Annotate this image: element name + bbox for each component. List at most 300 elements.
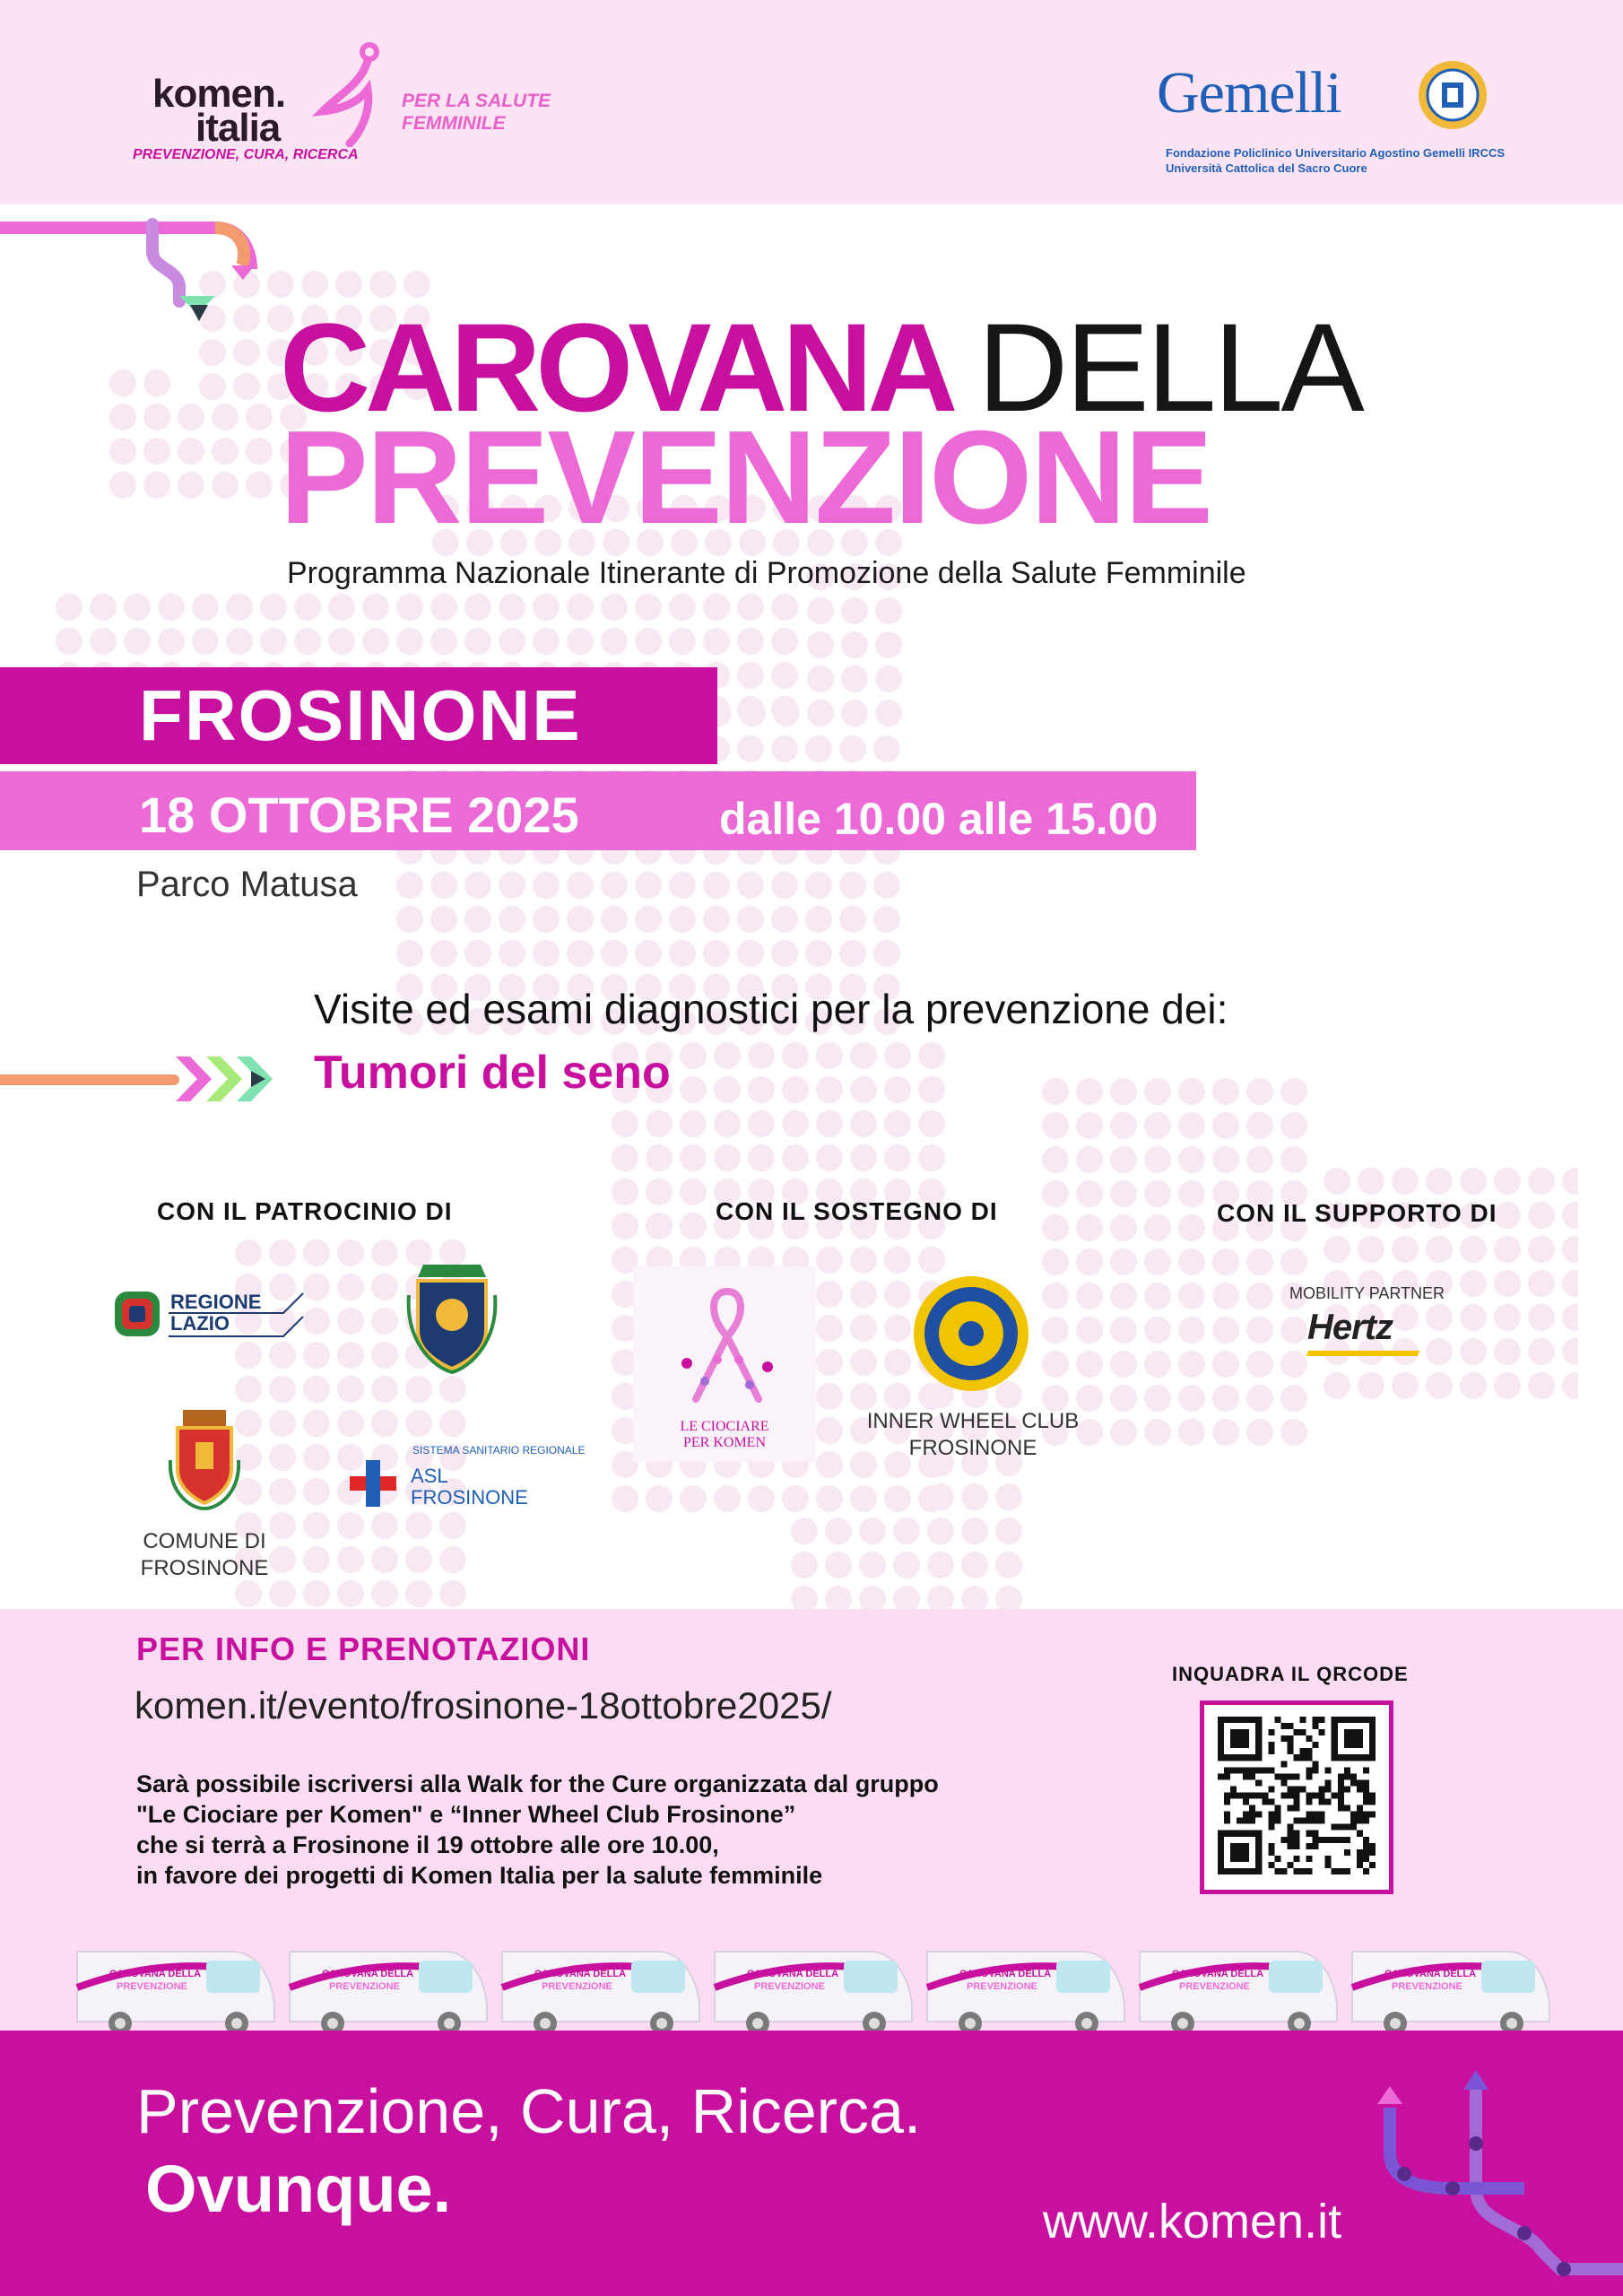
map-dot [646,1485,673,1512]
map-dot [1110,1180,1137,1207]
hertz-logo-bar [1306,1351,1419,1356]
qr-module [1357,1831,1363,1837]
map-dot [499,594,525,621]
map-dot [396,628,423,655]
map-dot [927,1552,954,1578]
qr-module [1306,1831,1313,1837]
map-dot [1280,1078,1307,1105]
map-dot [567,628,594,655]
qr-module [1332,1824,1338,1831]
map-dot [714,1144,741,1171]
map-dot [737,735,764,762]
qr-module [1363,1792,1369,1798]
qr-module [1268,1824,1274,1831]
qr-module [1293,1805,1299,1812]
van-label: CAROVANA DELLA [1384,1969,1477,1979]
map-dot [816,1247,843,1274]
map-dot [791,1518,818,1544]
qr-module [1306,1868,1313,1874]
map-dot [1212,1317,1239,1344]
map-dot [1528,1236,1555,1263]
map-dot [816,1349,843,1376]
map-dot [873,872,900,899]
map-dot [1392,1372,1419,1399]
map-dot [1110,1112,1137,1139]
map-dot [439,1580,466,1607]
comune-line: FROSINONE [140,1556,269,1580]
qr-module [1249,1812,1255,1818]
gemelli-subtitle [1166,145,1505,176]
van-label: CAROVANA DELLA [322,1969,414,1979]
map-dot [1144,1146,1171,1173]
qr-module [1338,1779,1344,1786]
event-link[interactable]: komen.it/evento/frosinone-18ottobre2025/ [135,1684,832,1726]
qr-module [1350,1812,1357,1818]
map-dot [405,1580,432,1607]
map-dot [816,1144,843,1171]
map-dot [1042,1112,1069,1139]
map-dot [567,594,594,621]
map-dot [109,404,136,430]
map-dot [371,1546,398,1573]
map-dot [839,735,866,762]
map-dot [995,1518,1022,1544]
map-dot [269,1478,296,1505]
qr-module [1325,1862,1332,1868]
map-dot [235,1376,262,1403]
map-dot [499,940,525,967]
map-dot [601,906,628,933]
map-dot [1178,1214,1205,1241]
map-dot [328,594,355,621]
chevron-arrows-icon [176,1049,283,1109]
qr-module [1280,1773,1287,1779]
map-dot [1178,1385,1205,1412]
qr-module [1287,1786,1293,1792]
map-dot [1426,1338,1453,1365]
qr-module [1280,1792,1287,1798]
qr-module [1325,1767,1332,1773]
van-label: PREVENZIONE [1179,1981,1250,1992]
map-dot [839,872,866,899]
footer-slogan: Prevenzione, Cura, Ricerca. [136,2076,922,2146]
route-lines-decoration [0,215,287,332]
map-dot [961,1483,988,1510]
qr-module [1274,1773,1280,1779]
info-body-line: Sarà possibile iscriversi alla Walk for the Cure organizzata dal gruppo [136,1770,939,1797]
map-dot [714,1042,741,1069]
qr-module [1306,1812,1313,1818]
van-label: PREVENZIONE [967,1981,1037,1992]
map-dot [875,700,902,726]
map-dot [396,872,423,899]
map-dot [782,1042,809,1069]
van-label: PREVENZIONE [754,1981,825,1992]
qr-module [1274,1805,1280,1812]
map-dot [1494,1202,1521,1229]
map-dot [1144,1112,1171,1139]
lazio-line: REGIONE [170,1291,262,1313]
map-dot [56,628,82,655]
map-dot [1212,1112,1239,1139]
map-dot [1212,1248,1239,1275]
map-dot [893,1552,920,1578]
map-dot [601,872,628,899]
qr-finder-module [1230,1729,1249,1748]
inner-wheel-logo-icon [911,1274,1031,1394]
map-dot [893,1518,920,1544]
qr-module [1338,1799,1344,1805]
gemelli-logo-word: Gemelli [1157,60,1341,126]
map-dot [816,1042,843,1069]
ciociare-line: LE CIOCIARE [680,1419,769,1434]
qr-module [1243,1773,1249,1779]
map-dot [371,1239,398,1266]
map-dot [396,940,423,967]
map-dot [805,872,832,899]
map-dot [782,1144,809,1171]
qr-module [1363,1843,1369,1849]
map-dot [192,628,219,655]
qr-module [1357,1812,1363,1818]
qr-module [1338,1824,1344,1831]
qr-module [1287,1824,1293,1831]
map-dot [1280,1351,1307,1378]
route-lines-decoration [1345,2054,1623,2296]
map-dot [226,594,253,621]
map-dot [1144,1385,1171,1412]
qr-module [1344,1837,1350,1843]
asl-cross-icon [350,1460,396,1507]
info-heading: PER INFO E PRENOTAZIONI [136,1631,591,1667]
qr-module [1268,1812,1274,1818]
map-dot [328,628,355,655]
map-dot [612,1485,638,1512]
footer-slogan-emphasis: Ovunque. [145,2152,452,2226]
map-dot [269,1444,296,1471]
qr-module [1249,1773,1255,1779]
qr-module [1357,1779,1363,1786]
comune-crest-icon [169,1406,240,1510]
map-dot [850,1315,877,1342]
map-dot [850,1485,877,1512]
map-dot [1144,1078,1171,1105]
qr-code-icon[interactable] [1218,1717,1376,1874]
qr-module [1300,1754,1306,1761]
caravan-van [290,1952,487,2035]
patrocinio-heading: CON IL PATROCINIO DI [157,1197,453,1225]
map-dot [646,1213,673,1239]
map-dot [158,628,185,655]
qr-module [1313,1837,1319,1843]
qr-module [1268,1818,1274,1824]
qr-module [1293,1786,1299,1792]
map-dot [841,700,868,726]
asl-system-label: SISTEMA SANITARIO REGIONALE [412,1444,586,1457]
map-dot [430,872,457,899]
map-dot [1460,1372,1487,1399]
qr-module [1369,1792,1376,1798]
qr-module [1268,1799,1274,1805]
map-dot [850,1281,877,1308]
map-dot [337,1376,364,1403]
asl-line: FROSINONE [411,1486,528,1509]
map-dot [362,628,389,655]
map-dot [884,1076,911,1103]
map-dot [884,1144,911,1171]
qr-module [1332,1837,1338,1843]
qr-module [1300,1748,1306,1754]
qr-module [1262,1799,1268,1805]
qr-module [1313,1831,1319,1837]
map-dot [1076,1180,1103,1207]
qr-module [1350,1818,1357,1824]
qr-module [1293,1856,1299,1862]
map-dot [839,906,866,933]
map-dot [748,1485,775,1512]
map-dot [371,1342,398,1369]
map-dot [303,1546,330,1573]
qr-module [1369,1843,1376,1849]
map-dot [246,438,273,465]
map-dot [109,438,136,465]
map-dot [1110,1385,1137,1412]
map-dot [1076,1317,1103,1344]
map-dot [805,940,832,967]
map-dot [56,594,82,621]
map-dot [1144,1419,1171,1446]
map-dot [337,1342,364,1369]
map-dot [1246,1317,1273,1344]
map-dot [1144,1317,1171,1344]
map-dot [143,370,170,396]
map-dot [499,872,525,899]
qr-module [1338,1792,1344,1798]
qr-module [1224,1773,1230,1779]
map-dot [1562,1372,1578,1399]
map-dot [927,1483,954,1510]
map-dot [646,1144,673,1171]
qr-module [1287,1843,1293,1849]
qr-module [1325,1856,1332,1862]
qr-module [1300,1818,1306,1824]
map-dot [371,1376,398,1403]
heart-ribbon-icon [660,1274,794,1417]
map-dot [918,1247,945,1274]
map-dot [850,1247,877,1274]
qr-module [1313,1767,1319,1773]
map-dot [430,628,457,655]
qr-module [1280,1868,1287,1874]
map-dot [807,597,834,624]
map-dot [680,1144,707,1171]
map-dot [612,1213,638,1239]
qr-module [1363,1799,1369,1805]
caravan-van [502,1952,699,2035]
map-dot [303,1410,330,1437]
qr-module [1243,1792,1249,1798]
map-dot [635,906,662,933]
qr-module [1280,1735,1287,1742]
visits-topic: Tumori del seno [314,1047,671,1099]
footer-website-link[interactable]: www.komen.it [1043,2195,1342,2248]
map-dot [371,1410,398,1437]
map-dot [1042,1351,1069,1378]
qr-module [1224,1792,1230,1798]
map-dot [192,594,219,621]
map-dot [178,472,204,499]
map-dot [396,594,423,621]
info-body-line: che si terrà a Frosinone il 19 ottobre alle ore 10.00, [136,1831,719,1858]
komen-logo-word: komen. [152,72,286,116]
qr-module [1306,1748,1313,1754]
map-dot [1426,1168,1453,1195]
map-dot [1280,1317,1307,1344]
map-dot [1178,1351,1205,1378]
van-label: PREVENZIONE [329,1981,400,1992]
map-dot [1280,1112,1307,1139]
qr-module [1287,1837,1293,1843]
map-dot [294,594,321,621]
qr-module [1363,1818,1369,1824]
qr-module [1338,1837,1344,1843]
qr-module [1243,1799,1249,1805]
map-dot [199,373,226,400]
map-dot [1494,1270,1521,1297]
qr-module [1300,1868,1306,1874]
map-dot [246,404,273,430]
map-dot [825,1518,852,1544]
map-dot [1144,1214,1171,1241]
map-dot [1426,1372,1453,1399]
inner-wheel-line: INNER WHEEL CLUB [866,1409,1080,1433]
map-dot [1494,1236,1521,1263]
qr-module [1344,1805,1350,1812]
qr-module [1338,1868,1344,1874]
map-dot [178,404,204,430]
qr-module [1287,1748,1293,1754]
qr-module [1313,1818,1319,1824]
qr-module [1344,1773,1350,1779]
map-dot [850,1383,877,1410]
map-dot [961,1552,988,1578]
map-dot [567,872,594,899]
map-dot [1212,1283,1239,1309]
qr-module [1293,1799,1299,1805]
qr-module [1332,1792,1338,1798]
caravan-vans-decoration [72,1934,1560,2038]
map-dot [464,940,491,967]
qr-module [1350,1824,1357,1831]
map-dot [850,1110,877,1137]
qr-module [1293,1837,1299,1843]
map-dot [1358,1168,1384,1195]
map-dot [405,1410,432,1437]
map-dot [269,1342,296,1369]
qr-module [1293,1868,1299,1874]
map-dot [1076,1214,1103,1241]
map-dot [1042,1214,1069,1241]
map-dot [1246,1385,1273,1412]
caravan-van [927,1952,1124,2035]
map-dot [235,1580,262,1607]
map-dot [875,631,902,658]
map-dot [1110,1419,1137,1446]
map-dot [269,1410,296,1437]
qr-module [1268,1742,1274,1748]
map-dot [816,1383,843,1410]
qr-finder-module [1344,1729,1363,1748]
map-dot [1212,1419,1239,1446]
map-dot [680,1178,707,1205]
map-dot [850,1042,877,1069]
map-dot [1110,1351,1137,1378]
map-dot [773,700,800,726]
qr-module [1319,1786,1325,1792]
map-dot [646,1110,673,1137]
qr-module [1357,1818,1363,1824]
map-dot [1144,1283,1171,1309]
map-dot [841,631,868,658]
qr-module [1224,1818,1230,1824]
qr-module [1357,1862,1363,1868]
map-dot [612,1144,638,1171]
map-dot [782,1110,809,1137]
qr-module [1300,1786,1306,1792]
map-dot [1494,1168,1521,1195]
map-dot [1562,1270,1578,1297]
map-dot [533,940,560,967]
map-dot [1076,1283,1103,1309]
map-dot [1246,1146,1273,1173]
qr-module [1357,1856,1363,1862]
map-dot [303,1478,330,1505]
van-label: CAROVANA DELLA [747,1969,839,1979]
hertz-logo: Hertz [1307,1308,1393,1347]
map-dot [884,1315,911,1342]
map-dot [294,628,321,655]
qr-module [1255,1767,1262,1773]
map-dot [816,1315,843,1342]
map-dot [1246,1112,1273,1139]
qr-module [1344,1868,1350,1874]
map-dot [1358,1236,1384,1263]
map-dot [1110,1214,1137,1241]
map-dot [927,1518,954,1544]
qr-module [1268,1786,1274,1792]
program-subtitle: Programma Nazionale Itinerante di Promozione della Salute Femminile [287,556,1246,590]
komen-side-line: FEMMINILE [402,113,506,134]
qr-module [1255,1779,1262,1786]
map-dot [362,594,389,621]
map-dot [199,339,226,366]
map-dot [995,1483,1022,1510]
qr-module [1338,1805,1344,1812]
map-dot [499,906,525,933]
qr-module [1287,1742,1293,1748]
caravan-van [1352,1952,1549,2035]
map-dot [303,1376,330,1403]
map-dot [303,1512,330,1539]
map-dot [1076,1248,1103,1275]
map-dot [303,1580,330,1607]
map-dot [748,1042,775,1069]
map-dot [533,906,560,933]
qr-module [1313,1843,1319,1849]
map-dot [369,271,396,298]
map-dot [1042,1317,1069,1344]
map-dot [1426,1236,1453,1263]
